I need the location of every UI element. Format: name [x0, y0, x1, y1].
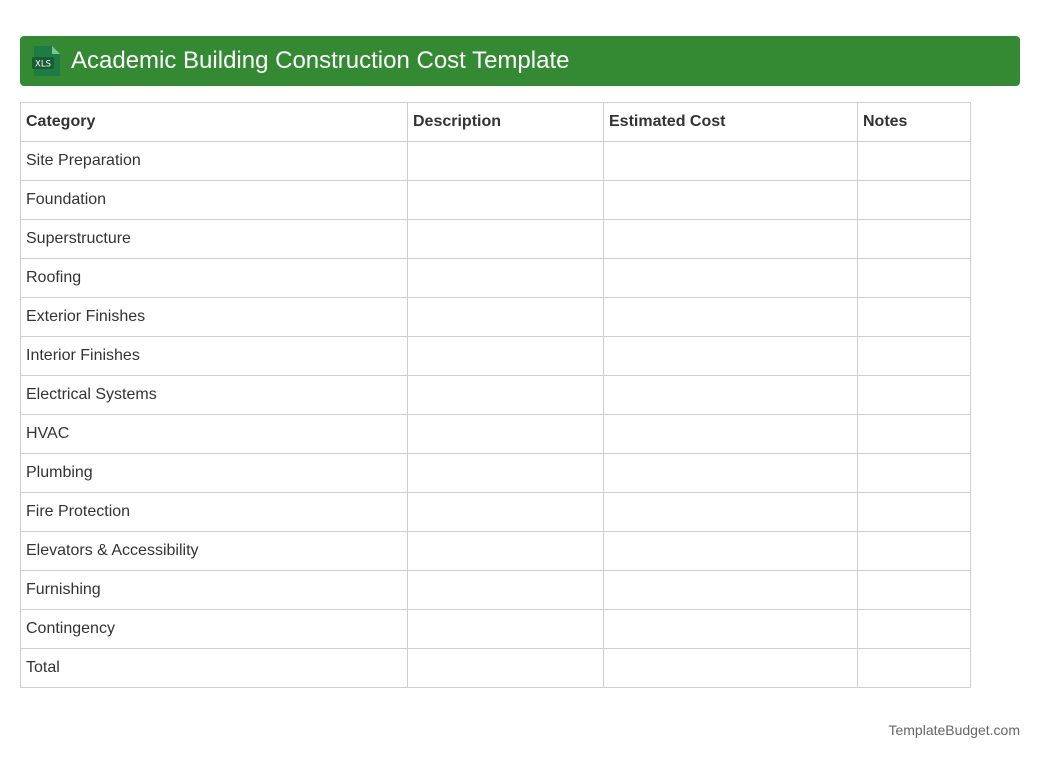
description-cell[interactable] — [408, 415, 604, 454]
column-header-notes: Notes — [858, 103, 971, 142]
description-cell[interactable] — [408, 571, 604, 610]
description-cell[interactable] — [408, 220, 604, 259]
description-cell[interactable] — [408, 376, 604, 415]
excel-file-icon — [32, 46, 60, 76]
notes-cell[interactable] — [858, 259, 971, 298]
description-cell[interactable] — [408, 454, 604, 493]
description-cell[interactable] — [408, 493, 604, 532]
table-row — [21, 142, 971, 181]
notes-cell[interactable] — [858, 376, 971, 415]
estimated-cost-cell[interactable] — [604, 376, 858, 415]
estimated-cost-cell[interactable] — [604, 571, 858, 610]
estimated-cost-cell[interactable] — [604, 532, 858, 571]
description-cell[interactable] — [408, 337, 604, 376]
footer-brand: TemplateBudget.com — [888, 722, 1020, 738]
table-row — [21, 220, 971, 259]
description-cell[interactable] — [408, 532, 604, 571]
estimated-cost-cell[interactable] — [604, 415, 858, 454]
notes-cell[interactable] — [858, 142, 971, 181]
table-row — [21, 337, 971, 376]
category-cell[interactable]: Elevators & Accessibility — [21, 532, 408, 571]
description-cell[interactable] — [408, 142, 604, 181]
table-row — [21, 181, 971, 220]
description-cell[interactable] — [408, 181, 604, 220]
category-cell[interactable]: HVAC — [21, 415, 408, 454]
notes-cell[interactable] — [858, 415, 971, 454]
table-row — [21, 649, 971, 688]
category-cell[interactable]: Site Preparation — [21, 142, 408, 181]
estimated-cost-cell[interactable] — [604, 220, 858, 259]
description-cell[interactable] — [408, 610, 604, 649]
table-header-row — [21, 103, 971, 142]
category-cell[interactable]: Electrical Systems — [21, 376, 408, 415]
svg-text:XLS: XLS — [35, 59, 51, 70]
column-header-estimated-cost: Estimated Cost — [604, 103, 858, 142]
title-bar — [20, 36, 1020, 86]
estimated-cost-cell[interactable] — [604, 610, 858, 649]
category-cell[interactable]: Foundation — [21, 181, 408, 220]
notes-cell[interactable] — [858, 571, 971, 610]
table-row — [21, 298, 971, 337]
estimated-cost-cell[interactable] — [604, 454, 858, 493]
table-row — [21, 376, 971, 415]
category-cell[interactable]: Furnishing — [21, 571, 408, 610]
table-row — [21, 493, 971, 532]
column-header-description: Description — [408, 103, 604, 142]
notes-cell[interactable] — [858, 220, 971, 259]
table-row — [21, 532, 971, 571]
page-title: Academic Building Construction Cost Template — [71, 47, 570, 74]
table-row — [21, 610, 971, 649]
description-cell[interactable] — [408, 649, 604, 688]
category-cell[interactable]: Exterior Finishes — [21, 298, 408, 337]
category-cell[interactable]: Interior Finishes — [21, 337, 408, 376]
notes-cell[interactable] — [858, 532, 971, 571]
category-cell[interactable]: Superstructure — [21, 220, 408, 259]
estimated-cost-cell[interactable] — [604, 142, 858, 181]
description-cell[interactable] — [408, 298, 604, 337]
notes-cell[interactable] — [858, 337, 971, 376]
estimated-cost-cell[interactable] — [604, 259, 858, 298]
estimated-cost-cell[interactable] — [604, 649, 858, 688]
notes-cell[interactable] — [858, 610, 971, 649]
notes-cell[interactable] — [858, 298, 971, 337]
table-row — [21, 415, 971, 454]
estimated-cost-cell[interactable] — [604, 337, 858, 376]
table-row — [21, 454, 971, 493]
category-cell[interactable]: Fire Protection — [21, 493, 408, 532]
column-header-category: Category — [21, 103, 408, 142]
category-cell[interactable]: Roofing — [21, 259, 408, 298]
category-cell[interactable]: Contingency — [21, 610, 408, 649]
estimated-cost-cell[interactable] — [604, 493, 858, 532]
notes-cell[interactable] — [858, 181, 971, 220]
estimated-cost-cell[interactable] — [604, 298, 858, 337]
description-cell[interactable] — [408, 259, 604, 298]
category-cell[interactable]: Plumbing — [21, 454, 408, 493]
estimated-cost-cell[interactable] — [604, 181, 858, 220]
notes-cell[interactable] — [858, 649, 971, 688]
category-cell[interactable]: Total — [21, 649, 408, 688]
notes-cell[interactable] — [858, 493, 971, 532]
table-row — [21, 259, 971, 298]
notes-cell[interactable] — [858, 454, 971, 493]
cost-table — [20, 102, 971, 688]
table-row — [21, 571, 971, 610]
